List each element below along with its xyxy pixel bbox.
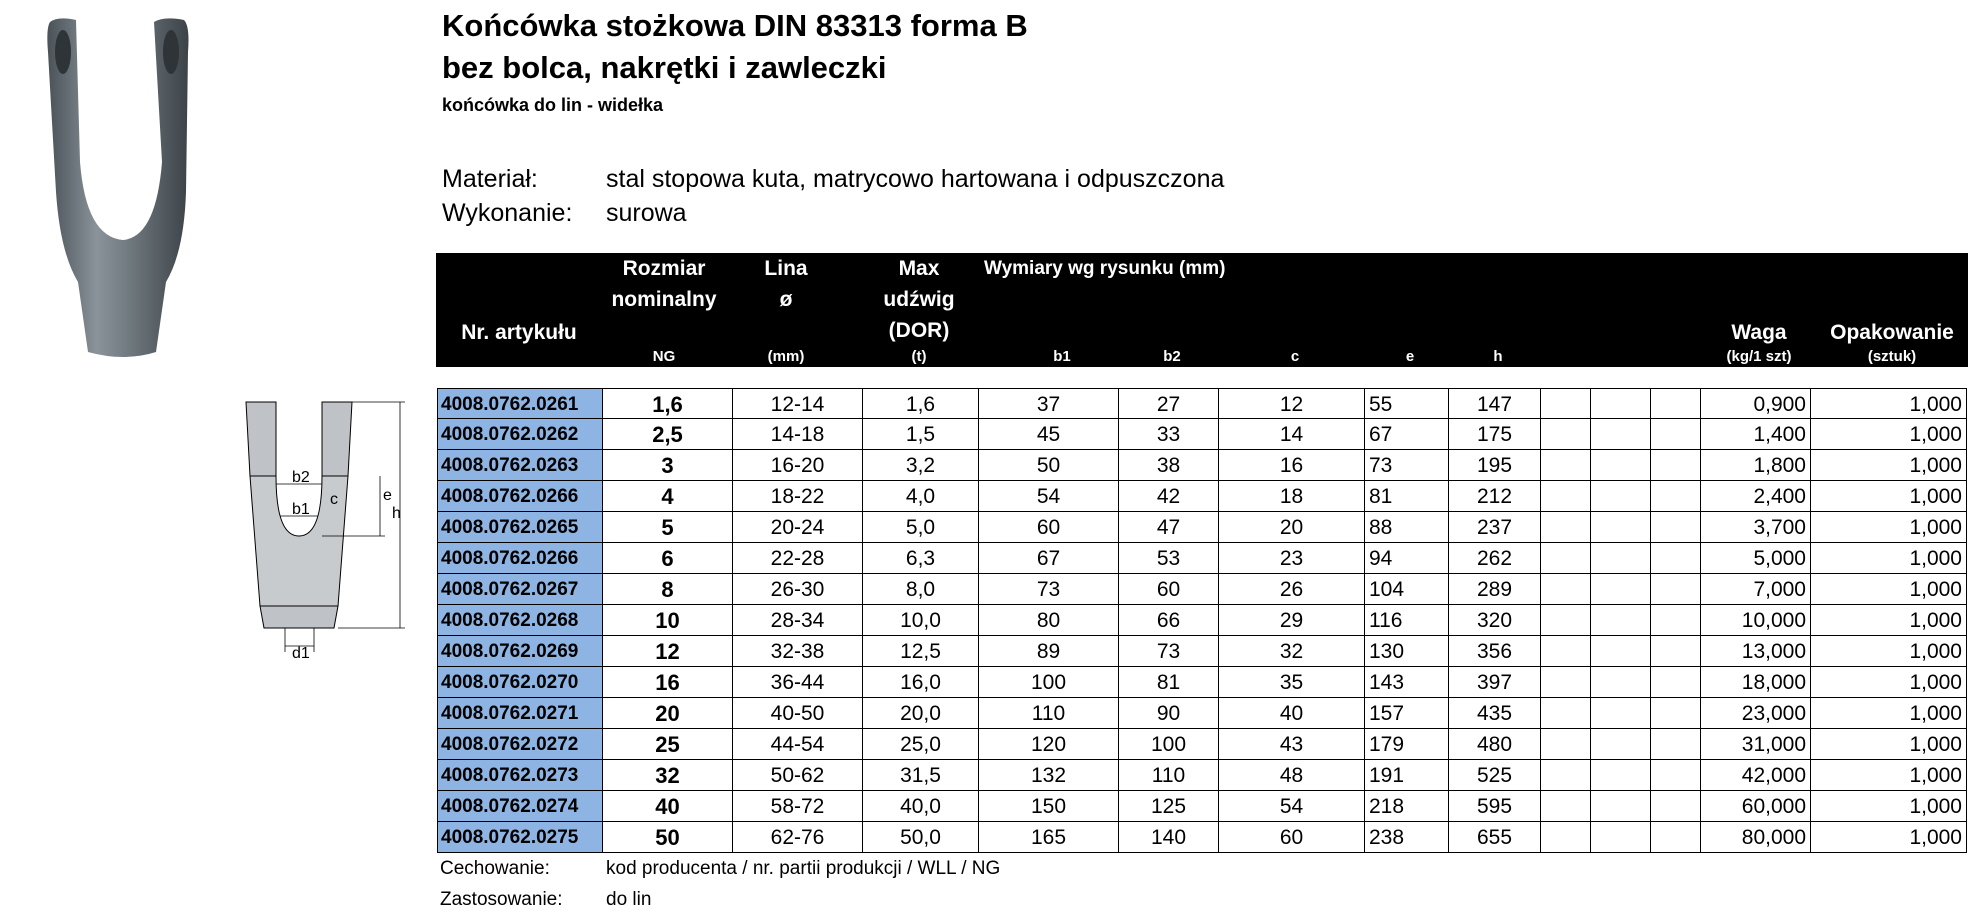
cell-empty	[1651, 388, 1701, 419]
table-row	[437, 636, 1967, 667]
cell-e: 179	[1365, 729, 1449, 760]
cell-empty	[1651, 636, 1701, 667]
cell-rope-diameter: 18-22	[733, 481, 863, 512]
cell-b2: 33	[1119, 419, 1219, 450]
header-load-line1: Max	[898, 257, 940, 280]
cell-nominal-size: 4	[603, 481, 733, 512]
cell-e: 67	[1365, 419, 1449, 450]
header-dimensions: Wymiary wg rysunku (mm)	[984, 258, 1226, 279]
table-row	[437, 543, 1967, 574]
cell-article-number: 4008.0762.0275	[437, 822, 603, 853]
table-row	[437, 698, 1967, 729]
cell-e: 73	[1365, 450, 1449, 481]
cell-rope-diameter: 44-54	[733, 729, 863, 760]
cell-empty	[1651, 574, 1701, 605]
cell-c: 18	[1219, 481, 1365, 512]
cell-weight: 13,000	[1701, 636, 1811, 667]
cell-empty	[1541, 388, 1591, 419]
cell-max-load: 12,5	[863, 636, 979, 667]
cell-b1: 50	[979, 450, 1119, 481]
header-b1: b1	[1053, 348, 1071, 365]
cell-h: 397	[1449, 667, 1541, 698]
cell-h: 595	[1449, 791, 1541, 822]
cell-b2: 110	[1119, 760, 1219, 791]
cell-article-number: 4008.0762.0261	[437, 388, 603, 419]
cell-rope-diameter: 36-44	[733, 667, 863, 698]
cell-b2: 47	[1119, 512, 1219, 543]
cell-article-number: 4008.0762.0262	[437, 419, 603, 450]
cell-nominal-size: 16	[603, 667, 733, 698]
application-value: do lin	[606, 889, 652, 910]
cell-b1: 80	[979, 605, 1119, 636]
cell-rope-diameter: 58-72	[733, 791, 863, 822]
cell-b2: 42	[1119, 481, 1219, 512]
cell-b1: 37	[979, 388, 1119, 419]
cell-b1: 165	[979, 822, 1119, 853]
cell-article-number: 4008.0762.0269	[437, 636, 603, 667]
cell-b1: 132	[979, 760, 1119, 791]
cell-nominal-size: 8	[603, 574, 733, 605]
cell-c: 35	[1219, 667, 1365, 698]
cell-empty	[1651, 698, 1701, 729]
cell-max-load: 8,0	[863, 574, 979, 605]
cell-b2: 53	[1119, 543, 1219, 574]
cell-empty	[1541, 605, 1591, 636]
cell-empty	[1591, 512, 1651, 543]
cell-h: 480	[1449, 729, 1541, 760]
cell-article-number: 4008.0762.0271	[437, 698, 603, 729]
cell-c: 29	[1219, 605, 1365, 636]
cell-rope-diameter: 62-76	[733, 822, 863, 853]
cell-nominal-size: 3	[603, 450, 733, 481]
cell-max-load: 1,5	[863, 419, 979, 450]
cell-empty	[1541, 450, 1591, 481]
header-rope-line1: Lina	[764, 257, 808, 280]
cell-h: 237	[1449, 512, 1541, 543]
cell-e: 81	[1365, 481, 1449, 512]
cell-c: 20	[1219, 512, 1365, 543]
cell-b2: 60	[1119, 574, 1219, 605]
cell-weight: 31,000	[1701, 729, 1811, 760]
cell-nominal-size: 20	[603, 698, 733, 729]
cell-article-number: 4008.0762.0272	[437, 729, 603, 760]
cell-rope-diameter: 22-28	[733, 543, 863, 574]
cell-nominal-size: 12	[603, 636, 733, 667]
header-h: h	[1493, 348, 1503, 365]
cell-empty	[1591, 419, 1651, 450]
cell-weight: 1,400	[1701, 419, 1811, 450]
cell-empty	[1541, 512, 1591, 543]
cell-packaging: 1,000	[1811, 419, 1967, 450]
page-subtitle: końcówka do lin - widełka	[442, 95, 664, 115]
cell-b2: 90	[1119, 698, 1219, 729]
cell-empty	[1541, 574, 1591, 605]
cell-b2: 125	[1119, 791, 1219, 822]
cell-packaging: 1,000	[1811, 605, 1967, 636]
cell-empty	[1591, 729, 1651, 760]
cell-c: 48	[1219, 760, 1365, 791]
cell-packaging: 1,000	[1811, 822, 1967, 853]
material-label: Materiał:	[442, 165, 538, 193]
cell-e: 88	[1365, 512, 1449, 543]
cell-b2: 73	[1119, 636, 1219, 667]
cell-empty	[1651, 512, 1701, 543]
header-size-line1: Rozmiar	[622, 257, 706, 280]
cell-packaging: 1,000	[1811, 698, 1967, 729]
cell-nominal-size: 1,6	[603, 388, 733, 419]
cell-empty	[1541, 698, 1591, 729]
cell-max-load: 6,3	[863, 543, 979, 574]
table-row	[437, 605, 1967, 636]
cell-nominal-size: 25	[603, 729, 733, 760]
cell-max-load: 16,0	[863, 667, 979, 698]
cell-c: 26	[1219, 574, 1365, 605]
cell-empty	[1591, 605, 1651, 636]
cell-weight: 5,000	[1701, 543, 1811, 574]
cell-empty	[1591, 450, 1651, 481]
cell-nominal-size: 2,5	[603, 419, 733, 450]
cell-packaging: 1,000	[1811, 729, 1967, 760]
cell-c: 12	[1219, 388, 1365, 419]
cell-h: 525	[1449, 760, 1541, 791]
cell-b2: 66	[1119, 605, 1219, 636]
table-row	[437, 760, 1967, 791]
cell-c: 54	[1219, 791, 1365, 822]
technical-drawing	[240, 396, 410, 661]
cell-max-load: 50,0	[863, 822, 979, 853]
header-rope-line2: ø	[779, 288, 793, 311]
cell-empty	[1591, 791, 1651, 822]
cell-max-load: 20,0	[863, 698, 979, 729]
cell-h: 212	[1449, 481, 1541, 512]
cell-rope-diameter: 16-20	[733, 450, 863, 481]
cell-empty	[1541, 481, 1591, 512]
table-row	[437, 822, 1967, 853]
cell-packaging: 1,000	[1811, 512, 1967, 543]
cell-empty	[1651, 729, 1701, 760]
cell-article-number: 4008.0762.0274	[437, 791, 603, 822]
cell-e: 143	[1365, 667, 1449, 698]
cell-article-number: 4008.0762.0268	[437, 605, 603, 636]
cell-empty	[1591, 667, 1651, 698]
drawing-label-b2: b2	[292, 469, 310, 486]
cell-article-number: 4008.0762.0270	[437, 667, 603, 698]
cell-weight: 23,000	[1701, 698, 1811, 729]
cell-nominal-size: 6	[603, 543, 733, 574]
cell-c: 14	[1219, 419, 1365, 450]
cell-c: 40	[1219, 698, 1365, 729]
table-row	[437, 667, 1967, 698]
cell-rope-diameter: 20-24	[733, 512, 863, 543]
header-load-line3: (DOR)	[888, 319, 950, 342]
cell-rope-diameter: 14-18	[733, 419, 863, 450]
cell-e: 55	[1365, 388, 1449, 419]
table-row	[437, 388, 1967, 419]
cell-max-load: 5,0	[863, 512, 979, 543]
cell-packaging: 1,000	[1811, 388, 1967, 419]
cell-weight: 3,700	[1701, 512, 1811, 543]
cell-b2: 27	[1119, 388, 1219, 419]
cell-empty	[1541, 822, 1591, 853]
table-row	[437, 450, 1967, 481]
header-rope-unit: (mm)	[767, 348, 805, 365]
cell-empty	[1651, 419, 1701, 450]
cell-c: 16	[1219, 450, 1365, 481]
cell-empty	[1541, 636, 1591, 667]
header-c: c	[1290, 348, 1300, 365]
table-row	[437, 791, 1967, 822]
cell-empty	[1541, 791, 1591, 822]
header-e: e	[1405, 348, 1415, 365]
cell-weight: 1,800	[1701, 450, 1811, 481]
cell-empty	[1591, 822, 1651, 853]
cell-empty	[1651, 791, 1701, 822]
cell-e: 116	[1365, 605, 1449, 636]
header-weight: Waga	[1731, 321, 1787, 344]
cell-empty	[1651, 605, 1701, 636]
cell-h: 320	[1449, 605, 1541, 636]
cell-e: 191	[1365, 760, 1449, 791]
cell-max-load: 4,0	[863, 481, 979, 512]
cell-weight: 80,000	[1701, 822, 1811, 853]
drawing-label-d1: d1	[292, 645, 310, 661]
cell-b1: 73	[979, 574, 1119, 605]
cell-empty	[1591, 543, 1651, 574]
page-title: Końcówka stożkowa DIN 83313 forma B	[442, 8, 1028, 43]
cell-empty	[1591, 388, 1651, 419]
header-load-unit: (t)	[911, 348, 927, 365]
cell-b1: 67	[979, 543, 1119, 574]
cell-max-load: 40,0	[863, 791, 979, 822]
header-packaging-unit: (sztuk)	[1867, 348, 1917, 365]
cell-b1: 89	[979, 636, 1119, 667]
cell-rope-diameter: 40-50	[733, 698, 863, 729]
cell-packaging: 1,000	[1811, 791, 1967, 822]
cell-rope-diameter: 28-34	[733, 605, 863, 636]
cell-b1: 110	[979, 698, 1119, 729]
cell-empty	[1651, 481, 1701, 512]
cell-max-load: 1,6	[863, 388, 979, 419]
cell-c: 60	[1219, 822, 1365, 853]
cell-h: 175	[1449, 419, 1541, 450]
cell-article-number: 4008.0762.0263	[437, 450, 603, 481]
cell-empty	[1651, 543, 1701, 574]
cell-packaging: 1,000	[1811, 636, 1967, 667]
finish-value: surowa	[606, 199, 687, 227]
product-photo	[38, 12, 208, 362]
cell-empty	[1541, 667, 1591, 698]
cell-b1: 60	[979, 512, 1119, 543]
cell-max-load: 10,0	[863, 605, 979, 636]
application-label: Zastosowanie:	[440, 889, 563, 910]
cell-c: 23	[1219, 543, 1365, 574]
cell-packaging: 1,000	[1811, 481, 1967, 512]
cell-empty	[1651, 760, 1701, 791]
header-packaging: Opakowanie	[1830, 321, 1954, 344]
marking-label: Cechowanie:	[440, 858, 550, 879]
cell-nominal-size: 40	[603, 791, 733, 822]
cell-b1: 100	[979, 667, 1119, 698]
cell-b1: 54	[979, 481, 1119, 512]
cell-empty	[1591, 574, 1651, 605]
cell-nominal-size: 32	[603, 760, 733, 791]
finish-label: Wykonanie:	[442, 199, 573, 227]
header-size-unit: NG	[652, 348, 676, 365]
cell-e: 157	[1365, 698, 1449, 729]
cell-max-load: 3,2	[863, 450, 979, 481]
cell-empty	[1591, 760, 1651, 791]
cell-empty	[1651, 822, 1701, 853]
cell-weight: 7,000	[1701, 574, 1811, 605]
cell-empty	[1591, 481, 1651, 512]
cell-b1: 150	[979, 791, 1119, 822]
cell-h: 435	[1449, 698, 1541, 729]
table-row	[437, 481, 1967, 512]
cell-b1: 45	[979, 419, 1119, 450]
cell-max-load: 31,5	[863, 760, 979, 791]
cell-article-number: 4008.0762.0273	[437, 760, 603, 791]
cell-b2: 81	[1119, 667, 1219, 698]
cell-b2: 140	[1119, 822, 1219, 853]
cell-max-load: 25,0	[863, 729, 979, 760]
cell-packaging: 1,000	[1811, 543, 1967, 574]
marking-value: kod producenta / nr. partii produkcji / WLL / NG	[606, 858, 1001, 879]
cell-c: 32	[1219, 636, 1365, 667]
cell-article-number: 4008.0762.0265	[437, 512, 603, 543]
cell-b1: 120	[979, 729, 1119, 760]
header-load-line2: udźwig	[883, 288, 955, 311]
cell-weight: 2,400	[1701, 481, 1811, 512]
cell-c: 43	[1219, 729, 1365, 760]
table-row	[437, 574, 1967, 605]
cell-weight: 60,000	[1701, 791, 1811, 822]
cell-article-number: 4008.0762.0266	[437, 543, 603, 574]
drawing-label-e: e	[383, 487, 392, 504]
cell-b2: 100	[1119, 729, 1219, 760]
table-row	[437, 512, 1967, 543]
cell-e: 94	[1365, 543, 1449, 574]
cell-empty	[1591, 698, 1651, 729]
cell-rope-diameter: 26-30	[733, 574, 863, 605]
cell-h: 195	[1449, 450, 1541, 481]
cell-e: 104	[1365, 574, 1449, 605]
cell-nominal-size: 50	[603, 822, 733, 853]
cell-weight: 10,000	[1701, 605, 1811, 636]
cell-h: 147	[1449, 388, 1541, 419]
table-header	[436, 253, 1968, 367]
cell-rope-diameter: 50-62	[733, 760, 863, 791]
cell-weight: 18,000	[1701, 667, 1811, 698]
cell-rope-diameter: 12-14	[733, 388, 863, 419]
cell-nominal-size: 10	[603, 605, 733, 636]
cell-packaging: 1,000	[1811, 760, 1967, 791]
cell-h: 262	[1449, 543, 1541, 574]
cell-article-number: 4008.0762.0266	[437, 481, 603, 512]
cell-weight: 0,900	[1701, 388, 1811, 419]
cell-e: 238	[1365, 822, 1449, 853]
table-row	[437, 729, 1967, 760]
header-size-line2: nominalny	[611, 288, 717, 311]
drawing-label-c: c	[330, 491, 338, 508]
page-title-line2: bez bolca, nakrętki i zawleczki	[442, 50, 887, 85]
cell-e: 218	[1365, 791, 1449, 822]
cell-empty	[1541, 760, 1591, 791]
cell-empty	[1541, 419, 1591, 450]
cell-empty	[1541, 729, 1591, 760]
cell-empty	[1651, 450, 1701, 481]
cell-b2: 38	[1119, 450, 1219, 481]
cell-empty	[1541, 543, 1591, 574]
cell-nominal-size: 5	[603, 512, 733, 543]
cell-h: 289	[1449, 574, 1541, 605]
cell-empty	[1591, 636, 1651, 667]
drawing-label-h: h	[392, 505, 401, 522]
cell-h: 655	[1449, 822, 1541, 853]
cell-weight: 42,000	[1701, 760, 1811, 791]
cell-packaging: 1,000	[1811, 574, 1967, 605]
material-value: stal stopowa kuta, matrycowo hartowana i odpuszczona	[606, 165, 1225, 193]
header-article: Nr. artykułu	[461, 321, 577, 344]
table-row	[437, 419, 1967, 450]
header-weight-unit: (kg/1 szt)	[1726, 348, 1792, 365]
cell-article-number: 4008.0762.0267	[437, 574, 603, 605]
cell-e: 130	[1365, 636, 1449, 667]
cell-packaging: 1,000	[1811, 450, 1967, 481]
cell-rope-diameter: 32-38	[733, 636, 863, 667]
header-b2: b2	[1163, 348, 1181, 365]
cell-h: 356	[1449, 636, 1541, 667]
cell-packaging: 1,000	[1811, 667, 1967, 698]
cell-empty	[1651, 667, 1701, 698]
drawing-label-b1: b1	[292, 501, 310, 518]
